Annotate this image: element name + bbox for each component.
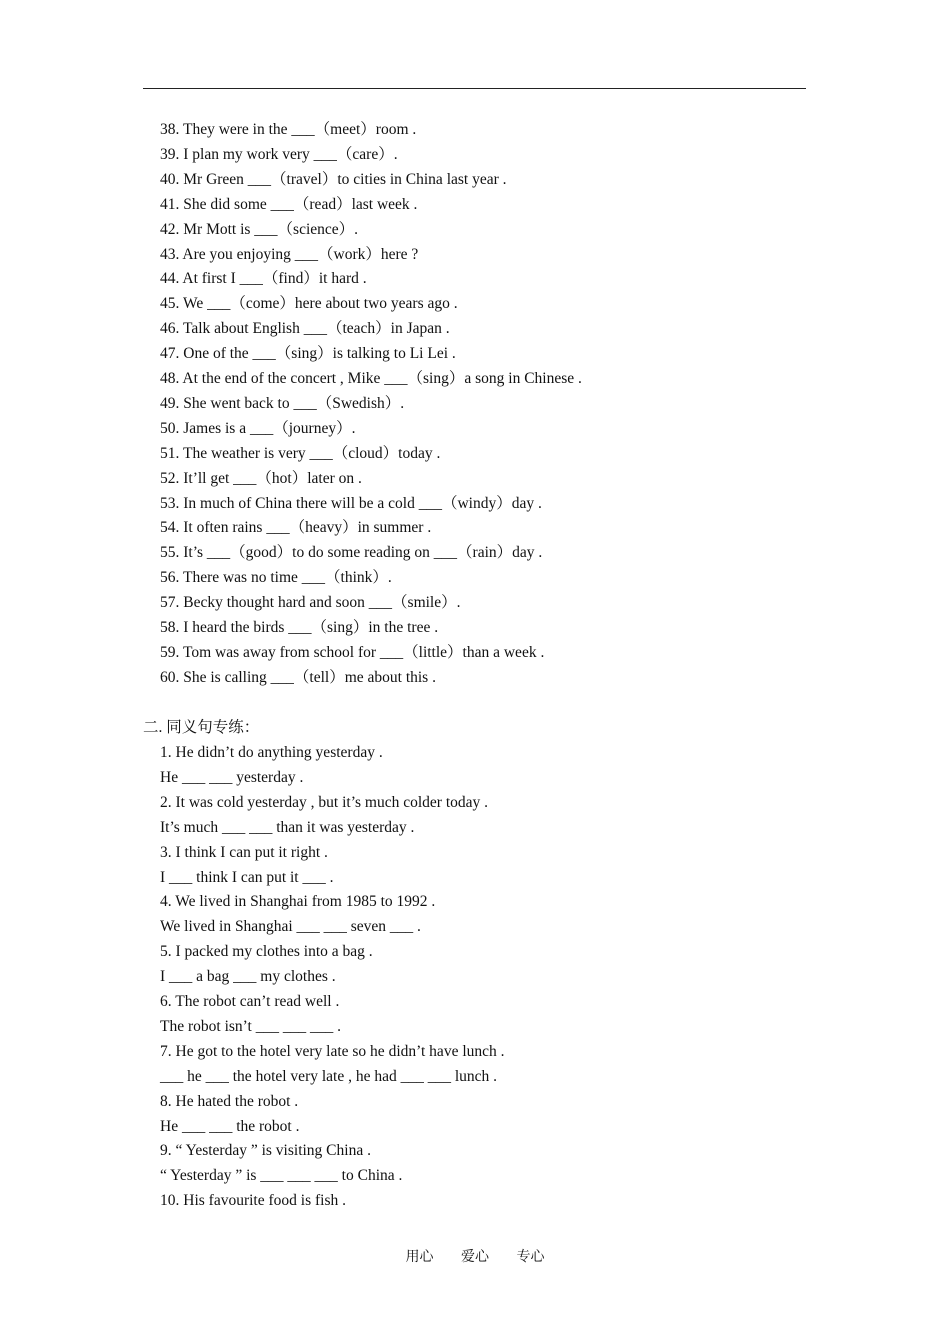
exercise-line: 40. Mr Green ___（travel）to cities in China last year . [160, 170, 507, 188]
exercise-line: He ___ ___ yesterday . [160, 768, 304, 786]
exercise-line: ___ he ___ the hotel very late , he had ___ ___ lunch . [160, 1067, 498, 1085]
exercise-line: 7. He got to the hotel very late so he didn’t have lunch . [160, 1042, 505, 1060]
exercise-line: 8. He hated the robot . [160, 1092, 299, 1110]
exercise-line: 9. “ Yesterday ” is visiting China . [160, 1142, 371, 1160]
exercise-line: It’s much ___ ___ than it was yesterday . [160, 818, 415, 836]
exercise-line: 47. One of the ___（sing）is talking to Li Lei . [160, 345, 456, 363]
exercise-line: I ___ think I can put it ___ . [160, 868, 334, 886]
footer-text: 专心 [516, 1250, 545, 1265]
footer-text: 用心 [405, 1250, 434, 1265]
exercise-line: 5. I packed my clothes into a bag . [160, 943, 373, 961]
exercise-line: 1. He didn’t do anything yesterday . [160, 744, 383, 761]
exercise-line: 4. We lived in Shanghai from 1985 to 1992 . [160, 893, 436, 911]
exercise-line: 55. It’s ___（good）to do some reading on ___（rain）day . [160, 544, 543, 562]
exercise-line: 59. Tom was away from school for ___（little）than a week . [160, 643, 545, 661]
exercise-line: 52. It’ll get ___（hot）later on . [160, 469, 362, 487]
exercise-line: 46. Talk about English ___（teach）in Japan . [160, 320, 450, 338]
exercise-line: 44. At first I ___（find）it hard . [160, 270, 367, 288]
exercise-line: 3. I think I can put it right . [160, 843, 328, 861]
exercise-line: 39. I plan my work very ___（care）. [160, 145, 398, 163]
exercise-line: 6. The robot can’t read well . [160, 993, 340, 1010]
header-rule [143, 88, 806, 89]
exercise-line: 53. In much of China there will be a cold ___（windy）day . [160, 494, 542, 512]
footer-text: 爱心 [461, 1250, 489, 1265]
exercise-line: 51. The weather is very ___（cloud）today . [160, 444, 441, 462]
exercise-line: 54. It often rains ___（heavy）in summer . [160, 519, 432, 537]
exercise-line: I ___ a bag ___ my clothes . [160, 968, 336, 986]
exercise-line: 50. James is a ___（journey）. [160, 419, 356, 437]
exercise-line: 42. Mr Mott is ___（science）. [160, 220, 359, 238]
exercise-line: The robot isn’t ___ ___ ___ . [160, 1017, 341, 1035]
exercise-line: 45. We ___（come）here about two years ago . [160, 295, 458, 313]
exercise-line: 10. His favourite food is fish . [160, 1192, 346, 1210]
exercise-line: 49. She went back to ___（Swedish）. [160, 394, 405, 412]
exercise-line: 57. Becky thought hard and soon ___（smile）. [160, 594, 461, 612]
page-footer [0, 1248, 950, 1268]
exercise-line: 43. Are you enjoying ___（work）here ? [160, 245, 419, 263]
section-heading-synonyms: 二. 同义句专练： [143, 719, 260, 736]
exercise-line: 48. At the end of the concert , Mike ___（sing）a song in Chinese . [160, 370, 582, 387]
exercise-line: 38. They were in the ___（meet）room . [160, 121, 417, 138]
exercise-line: 2. It was cold yesterday , but it’s much colder today . [160, 793, 489, 811]
exercise-line: 41. She did some ___（read）last week . [160, 195, 418, 213]
exercise-line: We lived in Shanghai ___ ___ seven ___ . [160, 918, 421, 936]
exercise-line: “ Yesterday ” is ___ ___ ___ to China . [160, 1167, 403, 1185]
exercise-line: He ___ ___ the robot . [160, 1117, 300, 1135]
exercise-line: 58. I heard the birds ___（sing）in the tree . [160, 619, 439, 636]
exercise-line: 56. There was no time ___（think）. [160, 569, 392, 587]
exercise-line: 60. She is calling ___（tell）me about this . [160, 668, 436, 686]
